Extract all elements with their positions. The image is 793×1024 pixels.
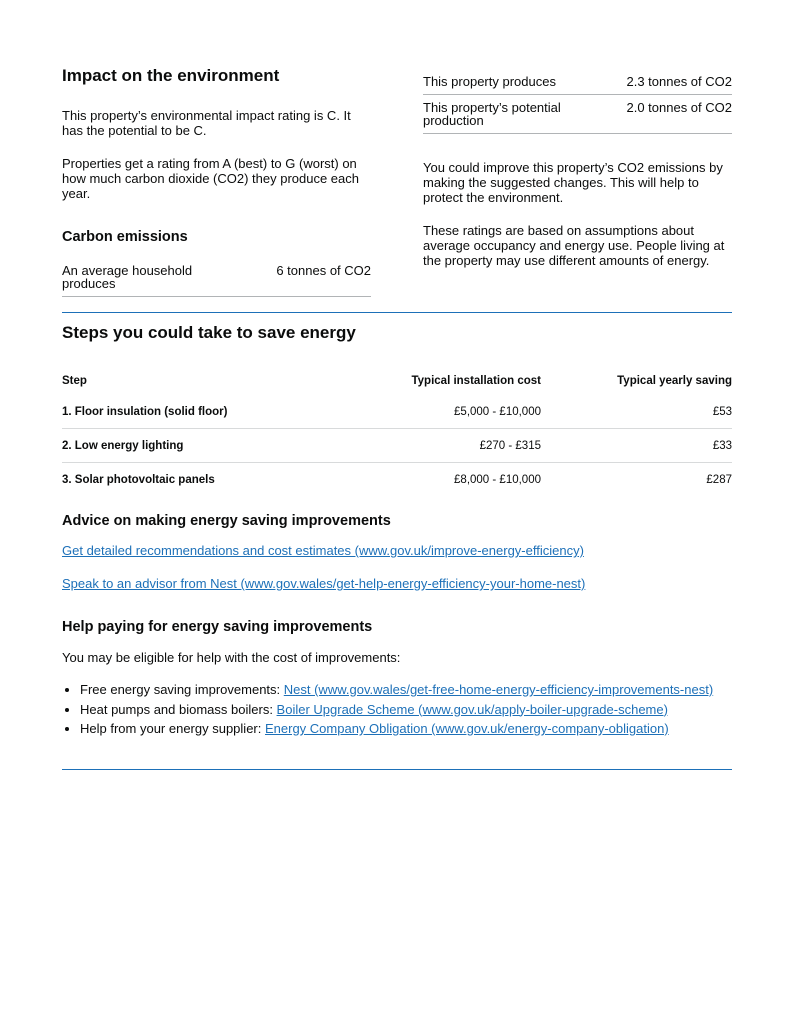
- help-intro-text: You may be eligible for help with the cost of improvements:: [62, 650, 401, 665]
- potential-production-value: 2.0 tonnes of CO2: [626, 100, 732, 115]
- property-produces-row: [423, 75, 732, 95]
- step-cost: £5,000 - £10,000: [454, 405, 541, 418]
- list-item: [80, 702, 713, 717]
- step-saving: £287: [541, 463, 732, 497]
- environment-rating-text: This property’s environmental impact rating is C. It has the potential to be C.: [62, 108, 351, 138]
- help-item-label: Free energy saving improvements:: [80, 682, 284, 697]
- help-list: [62, 682, 713, 741]
- section-divider: [62, 312, 732, 313]
- advice-title: Advice on making energy saving improvements: [62, 513, 391, 529]
- potential-production-label: This property’s potential production: [423, 100, 561, 128]
- steps-title: Steps you could take to save energy: [62, 323, 356, 342]
- environment-title: Impact on the environment: [62, 66, 280, 85]
- improve-emissions-text: You could improve this property’s CO2 emissions by making the suggested changes. This will help to protect the environment.: [423, 160, 723, 205]
- help-item-label: Help from your energy supplier:: [80, 721, 265, 736]
- potential-production-row: [423, 95, 732, 134]
- environment-scale-text: Properties get a rating from A (best) to G (worst) on how much carbon dioxide (CO2) they produce each year.: [62, 156, 359, 201]
- list-item: [80, 682, 713, 697]
- steps-table-header: [62, 367, 732, 395]
- help-item-label: Heat pumps and biomass boilers:: [80, 701, 277, 717]
- property-produces-value: 2.3 tonnes of CO2: [626, 74, 732, 89]
- step-name: 1. Floor insulation (solid floor): [62, 405, 228, 418]
- table-row: [62, 395, 732, 429]
- cost-column-header: Typical installation cost: [411, 375, 541, 387]
- step-saving: £53: [712, 405, 732, 418]
- nest-improvements-link[interactable]: Nest (www.gov.wales/get-free-home-energy-efficiency-improvements-nest): [283, 682, 714, 697]
- table-row: [62, 429, 732, 463]
- eco-link[interactable]: Energy Company Obligation (www.gov.uk/energy-company-obligation): [264, 721, 669, 736]
- table-row: [62, 463, 732, 497]
- recommendations-link[interactable]: Get detailed recommendations and cost estimates (www.gov.uk/improve-energy-efficiency): [62, 543, 584, 558]
- step-name: 3. Solar photovoltaic panels: [62, 463, 362, 497]
- carbon-emissions-title: Carbon emissions: [62, 229, 188, 245]
- step-name: 2. Low energy lighting: [62, 429, 362, 463]
- nest-advisor-link[interactable]: Speak to an advisor from Nest (www.gov.wales/get-help-energy-efficiency-your-home-nest): [62, 576, 586, 591]
- boiler-upgrade-link[interactable]: Boiler Upgrade Scheme (www.gov.uk/apply-boiler-upgrade-scheme): [276, 701, 668, 717]
- bottom-divider: [62, 769, 732, 770]
- property-produces-label: This property produces: [423, 74, 556, 89]
- list-item: [80, 721, 713, 736]
- steps-table: [62, 367, 732, 496]
- step-cost: £8,000 - £10,000: [362, 463, 541, 497]
- help-paying-title: Help paying for energy saving improvements: [62, 619, 373, 635]
- household-emissions-row: [62, 264, 371, 297]
- household-emissions-value: 6 tonnes of CO2: [276, 263, 371, 278]
- environment-left-column: [62, 108, 371, 297]
- household-emissions-label: An average household produces: [62, 263, 193, 291]
- assumptions-text: These ratings are based on assumptions about average occupancy and energy use. People living at the property may use different amounts of energy.: [423, 223, 725, 268]
- environment-right-column: [423, 75, 732, 268]
- step-column-header: Step: [62, 375, 87, 387]
- step-cost: £270 - £315: [362, 429, 541, 463]
- step-saving: £33: [541, 429, 732, 463]
- saving-column-header: Typical yearly saving: [617, 375, 732, 387]
